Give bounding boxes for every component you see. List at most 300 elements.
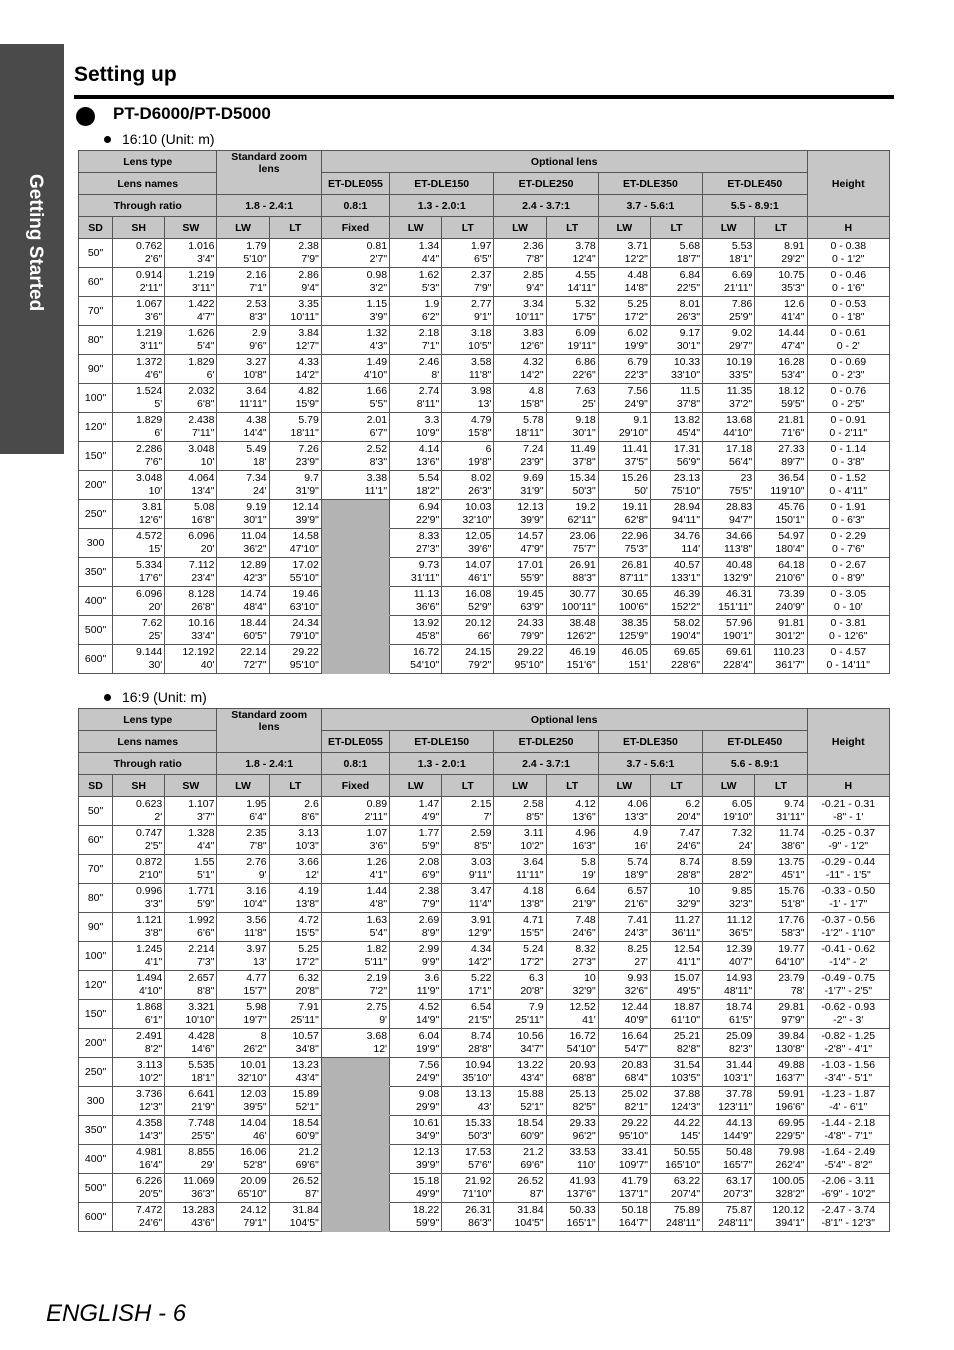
lens-name: ET-DLE055 bbox=[321, 731, 389, 753]
cell-value: 8 bbox=[260, 1030, 267, 1042]
table-cell bbox=[269, 971, 321, 1000]
table-cell bbox=[390, 355, 442, 384]
cell-value: 32'10" bbox=[462, 514, 492, 526]
header-optional-lens: Optional lens bbox=[321, 709, 807, 731]
cell-value: 100" bbox=[84, 949, 107, 962]
header-through-ratio: Through ratio bbox=[79, 753, 217, 775]
cell-value: 16.72 bbox=[569, 1030, 596, 1042]
table-cell bbox=[165, 268, 217, 297]
cell-value: 5.22 bbox=[470, 972, 492, 984]
cell-value: 10.57 bbox=[292, 1030, 319, 1042]
cell-value: 119'10" bbox=[770, 485, 805, 497]
cell-value: 1.524 bbox=[136, 385, 163, 397]
column-header: LT bbox=[442, 775, 494, 797]
table-cell bbox=[494, 971, 546, 1000]
table-cell bbox=[494, 913, 546, 942]
table-row bbox=[79, 1116, 890, 1145]
cell-value: 24'3" bbox=[624, 927, 648, 939]
cell-value: 11.27 bbox=[674, 914, 701, 926]
cell-value: 1.97 bbox=[470, 240, 492, 252]
column-header: LW bbox=[390, 775, 442, 797]
cell-value: 20.83 bbox=[621, 1059, 648, 1071]
cell-value: 31'11" bbox=[410, 572, 440, 584]
cell-value: 3.18 bbox=[470, 327, 492, 339]
cell-value: 0 - 1'2" bbox=[831, 253, 865, 265]
cell-value: 9.93 bbox=[627, 972, 648, 984]
cell-value: 3.321 bbox=[188, 1001, 215, 1013]
table-cell bbox=[494, 1203, 546, 1232]
cell-value: 24'6" bbox=[676, 840, 701, 852]
table-cell bbox=[598, 797, 650, 826]
cell-value: 0 - 4'11" bbox=[829, 485, 868, 497]
table-cell bbox=[494, 442, 546, 471]
cell-value: 8'11" bbox=[416, 398, 440, 410]
cell-value: 1.07 bbox=[366, 827, 388, 839]
cell-value: 24'6" bbox=[139, 1217, 163, 1229]
cell-value: 0 - 2' bbox=[836, 340, 860, 352]
cell-value: 1.95 bbox=[246, 798, 267, 810]
cell-value: 21'9" bbox=[572, 898, 596, 910]
table-row bbox=[79, 645, 890, 674]
cell-value: 1.79 bbox=[246, 240, 267, 252]
cell-value: 5.24 bbox=[523, 943, 544, 955]
cell-value: 1.494 bbox=[136, 972, 163, 984]
table-cell bbox=[165, 913, 217, 942]
table-cell bbox=[321, 587, 389, 616]
cell-value: 6.79 bbox=[627, 356, 648, 368]
table-cell bbox=[598, 855, 650, 884]
cell-value: 29'2" bbox=[781, 253, 805, 265]
cell-value: 90" bbox=[87, 362, 104, 375]
table-cell bbox=[390, 826, 442, 855]
cell-value: 5.334 bbox=[136, 559, 163, 571]
table-cell bbox=[390, 297, 442, 326]
cell-value: 7.26 bbox=[298, 443, 319, 455]
cell-value: 3.84 bbox=[298, 327, 319, 339]
table-cell bbox=[390, 1145, 442, 1174]
table-cell bbox=[113, 384, 165, 413]
cell-value: 13'4" bbox=[191, 485, 215, 497]
cell-value: 32'3" bbox=[729, 898, 753, 910]
cell-value: 0 - 3.81 bbox=[830, 617, 867, 629]
cell-value: 18'9" bbox=[624, 869, 648, 881]
table-cell bbox=[217, 1145, 269, 1174]
cell-value: 16.08 bbox=[465, 588, 492, 600]
cell-value: 0 - 0.53 bbox=[830, 298, 867, 310]
table-cell bbox=[79, 884, 113, 913]
cell-value: 41'1" bbox=[676, 956, 701, 968]
cell-value: 600" bbox=[84, 652, 107, 665]
table-cell bbox=[598, 587, 650, 616]
column-header: Fixed bbox=[321, 217, 389, 239]
table-cell bbox=[650, 942, 702, 971]
cell-value: 6'5" bbox=[473, 253, 492, 265]
cell-value: 7.48 bbox=[575, 914, 596, 926]
cell-value: 26'2" bbox=[243, 1043, 267, 1055]
cell-value: 15'5" bbox=[295, 927, 319, 939]
table-cell bbox=[807, 326, 889, 355]
table-cell bbox=[390, 913, 442, 942]
table-cell bbox=[650, 239, 702, 268]
table-cell bbox=[269, 1058, 321, 1087]
cell-value: -0.25 - 0.37 bbox=[821, 827, 876, 839]
cell-value: 7'11" bbox=[191, 427, 215, 439]
table-cell bbox=[755, 355, 807, 384]
table-cell bbox=[650, 297, 702, 326]
table-cell bbox=[598, 500, 650, 529]
table-cell bbox=[321, 942, 389, 971]
cell-value: 23'4" bbox=[191, 572, 215, 584]
cell-value: 124'3" bbox=[671, 1101, 701, 1113]
cell-value: 7.34 bbox=[246, 472, 267, 484]
cell-value: 40.57 bbox=[673, 559, 701, 571]
cell-value: 5.68 bbox=[679, 240, 701, 252]
cell-value: 18'2" bbox=[415, 485, 440, 497]
table-cell bbox=[79, 826, 113, 855]
cell-value: 9'6" bbox=[249, 340, 267, 352]
cell-value: -4' - 6'1" bbox=[829, 1101, 868, 1113]
cell-value: 3.38 bbox=[366, 472, 388, 484]
table-cell bbox=[650, 616, 702, 645]
cell-value: -0.41 - 0.62 bbox=[821, 943, 876, 955]
table-cell bbox=[598, 384, 650, 413]
table-cell bbox=[807, 558, 889, 587]
cell-value: 4.48 bbox=[627, 269, 648, 281]
cell-value: 24.33 bbox=[517, 617, 544, 629]
cell-value: -1.03 - 1.56 bbox=[821, 1059, 876, 1071]
cell-value: 1.121 bbox=[136, 914, 163, 926]
cell-value: 6.54 bbox=[470, 1001, 492, 1013]
cell-value: 34.66 bbox=[725, 530, 753, 542]
cell-value: 10'8" bbox=[243, 369, 267, 381]
cell-value: 31'9" bbox=[295, 485, 319, 497]
table-cell bbox=[442, 529, 494, 558]
cell-value: 57'6" bbox=[468, 1159, 492, 1171]
table-cell bbox=[807, 587, 889, 616]
cell-value: 3.97 bbox=[246, 943, 267, 955]
cell-value: 130'8" bbox=[775, 1043, 805, 1055]
cell-value: 16'3" bbox=[572, 840, 596, 852]
cell-value: 0.747 bbox=[136, 827, 163, 839]
table-cell bbox=[217, 326, 269, 355]
cell-value: 6.096 bbox=[188, 530, 215, 542]
cell-value: 62'11" bbox=[567, 514, 596, 526]
cell-value: -0.37 - 0.56 bbox=[821, 914, 876, 926]
table-cell bbox=[442, 884, 494, 913]
cell-value: 2.38 bbox=[298, 240, 319, 252]
table-cell bbox=[755, 1058, 807, 1087]
table-cell bbox=[546, 355, 598, 384]
cell-value: 26.31 bbox=[465, 1204, 492, 1216]
cell-value: -1'7" - 2'5" bbox=[824, 985, 873, 997]
table-cell bbox=[494, 855, 546, 884]
cell-value: 61'5" bbox=[729, 1014, 753, 1026]
cell-value: 87'11" bbox=[619, 572, 648, 584]
table-cell bbox=[703, 616, 755, 645]
cell-value: 63.22 bbox=[673, 1175, 701, 1187]
cell-value: 0 - 0.76 bbox=[830, 385, 867, 397]
cell-value: 20' bbox=[148, 601, 163, 613]
cell-value: 19' bbox=[582, 869, 596, 881]
cell-value: 25' bbox=[148, 630, 163, 642]
cell-value: 10.61 bbox=[412, 1117, 440, 1129]
cell-value: 22.14 bbox=[240, 646, 267, 658]
table-cell bbox=[703, 413, 755, 442]
cell-value: 15'9" bbox=[295, 398, 319, 410]
cell-value: 240'9" bbox=[775, 601, 805, 613]
cell-value: 3'2" bbox=[369, 282, 388, 294]
cell-value: 0.872 bbox=[136, 856, 163, 868]
cell-value: 248'11" bbox=[718, 1217, 753, 1229]
cell-value: 10'10" bbox=[185, 1014, 215, 1026]
column-header: LT bbox=[755, 217, 807, 239]
model-title: PT-D6000/PT-D5000 bbox=[113, 104, 271, 123]
cell-value: 17'6" bbox=[139, 572, 163, 584]
cell-value: 5.8 bbox=[581, 856, 596, 868]
cell-value: 6.096 bbox=[136, 588, 163, 600]
table-cell bbox=[217, 1087, 269, 1116]
cell-value: 63.17 bbox=[725, 1175, 753, 1187]
table-cell bbox=[79, 558, 113, 587]
table-cell bbox=[494, 1058, 546, 1087]
cell-value: 250" bbox=[84, 507, 107, 520]
cell-value: 3.66 bbox=[298, 856, 319, 868]
column-header: LT bbox=[269, 775, 321, 797]
cell-value: 300 bbox=[86, 1094, 105, 1107]
cell-value: 18'1" bbox=[729, 253, 753, 265]
table-cell bbox=[755, 587, 807, 616]
table-cell bbox=[755, 297, 807, 326]
column-header: LT bbox=[650, 775, 702, 797]
table-cell bbox=[546, 239, 598, 268]
cell-value: 60" bbox=[87, 275, 104, 288]
cell-value: 3.048 bbox=[136, 472, 163, 484]
cell-value: 29.81 bbox=[778, 1001, 805, 1013]
cell-value: 44'10" bbox=[723, 427, 753, 439]
table-cell bbox=[113, 442, 165, 471]
column-header: LT bbox=[755, 775, 807, 797]
cell-value: 165'10" bbox=[665, 1159, 701, 1171]
header-height: Height bbox=[807, 709, 889, 775]
table-cell bbox=[113, 1203, 165, 1232]
cell-value: 75'10" bbox=[671, 485, 701, 497]
cell-value: 24' bbox=[252, 485, 267, 497]
cell-value: 18.54 bbox=[292, 1117, 319, 1129]
column-header: LT bbox=[546, 775, 598, 797]
table-cell bbox=[79, 913, 113, 942]
cell-value: 11.069 bbox=[183, 1175, 215, 1187]
table-cell bbox=[442, 797, 494, 826]
cell-value: 11.13 bbox=[413, 588, 440, 600]
cell-value: -9" - 1'2" bbox=[828, 840, 869, 852]
cell-value: 20'5" bbox=[139, 1188, 163, 1200]
cell-value: 60'9" bbox=[520, 1130, 544, 1142]
table-cell bbox=[321, 855, 389, 884]
cell-value: 8'5" bbox=[473, 840, 492, 852]
column-header: LW bbox=[703, 217, 755, 239]
table-cell bbox=[755, 442, 807, 471]
cell-value: 5'4" bbox=[197, 340, 215, 352]
cell-value: 3.98 bbox=[470, 385, 492, 397]
table-cell bbox=[269, 471, 321, 500]
table-cell bbox=[703, 587, 755, 616]
cell-value: 23'9" bbox=[295, 456, 319, 468]
table-cell bbox=[807, 913, 889, 942]
table-cell bbox=[494, 1000, 546, 1029]
table-cell bbox=[113, 297, 165, 326]
cell-value: 3.35 bbox=[298, 298, 319, 310]
cell-value: 36'6" bbox=[415, 601, 440, 613]
table-cell bbox=[494, 500, 546, 529]
cell-value: 82'3" bbox=[729, 1043, 753, 1055]
cell-value: 394'1" bbox=[775, 1217, 805, 1229]
cell-value: 3.27 bbox=[246, 356, 267, 368]
cell-value: 40'9" bbox=[624, 1014, 648, 1026]
cell-value: 59'5" bbox=[781, 398, 805, 410]
table-cell bbox=[390, 1087, 442, 1116]
cell-value: 15'5" bbox=[520, 927, 544, 939]
cell-value: -1.44 - 2.18 bbox=[821, 1117, 876, 1129]
cell-value: 46.19 bbox=[569, 646, 596, 658]
table-cell bbox=[755, 413, 807, 442]
table-cell bbox=[113, 529, 165, 558]
cell-value: 1.245 bbox=[136, 943, 163, 955]
cell-value: 2.19 bbox=[366, 972, 388, 984]
cell-value: 151' bbox=[628, 659, 648, 671]
table-cell bbox=[217, 942, 269, 971]
cell-value: 18.12 bbox=[778, 385, 805, 397]
table-cell bbox=[113, 797, 165, 826]
cell-value: 11.04 bbox=[241, 530, 267, 542]
table-cell bbox=[165, 1087, 217, 1116]
cell-value: 6.226 bbox=[136, 1175, 163, 1187]
table-cell bbox=[390, 855, 442, 884]
cell-value: 3.64 bbox=[523, 856, 544, 868]
cell-value: 8'2" bbox=[144, 1043, 163, 1055]
cell-value: 5.74 bbox=[627, 856, 648, 868]
cell-value: 2.438 bbox=[188, 414, 215, 426]
column-header: LW bbox=[598, 775, 650, 797]
cell-value: 20'4" bbox=[676, 811, 701, 823]
cell-value: 10' bbox=[200, 456, 215, 468]
cell-value: 1.219 bbox=[188, 269, 215, 281]
cell-value: 144'9" bbox=[723, 1130, 753, 1142]
table-cell bbox=[321, 971, 389, 1000]
cell-value: 11.35 bbox=[726, 385, 753, 397]
cell-value: 21.81 bbox=[778, 414, 805, 426]
cell-value: 1.771 bbox=[188, 885, 215, 897]
table-cell bbox=[442, 355, 494, 384]
table-cell bbox=[165, 355, 217, 384]
cell-value: 17'2" bbox=[520, 956, 544, 968]
table-cell bbox=[598, 1116, 650, 1145]
table-cell bbox=[113, 1058, 165, 1087]
cell-value: 15.34 bbox=[569, 472, 596, 484]
table-cell bbox=[650, 1000, 702, 1029]
cell-value: 47'9" bbox=[520, 543, 544, 555]
cell-value: -1.64 - 2.49 bbox=[821, 1146, 876, 1158]
cell-value: 80" bbox=[87, 333, 104, 346]
table-cell bbox=[494, 884, 546, 913]
cell-value: 17.31 bbox=[673, 443, 701, 455]
cell-value: 8'5" bbox=[526, 811, 544, 823]
table-cell bbox=[113, 355, 165, 384]
column-header: LT bbox=[650, 217, 702, 239]
cell-value: 4.82 bbox=[298, 385, 319, 397]
table-cell bbox=[390, 384, 442, 413]
cell-value: 114' bbox=[681, 543, 701, 555]
table-cell bbox=[442, 587, 494, 616]
cell-value: 59.91 bbox=[778, 1088, 805, 1100]
cell-value: 46.05 bbox=[621, 646, 648, 658]
cell-value: 26.91 bbox=[569, 559, 596, 571]
cell-value: 23'9" bbox=[520, 456, 544, 468]
cell-value: 60" bbox=[87, 833, 104, 846]
table-cell bbox=[807, 413, 889, 442]
cell-value: 6.84 bbox=[679, 269, 701, 281]
cell-value: 0 - 4.57 bbox=[830, 646, 867, 658]
table-cell bbox=[807, 855, 889, 884]
table-cell bbox=[650, 913, 702, 942]
table-cell bbox=[598, 971, 650, 1000]
table-cell bbox=[321, 826, 389, 855]
table-cell bbox=[807, 355, 889, 384]
cell-value: 8.74 bbox=[679, 856, 701, 868]
cell-value: 25.02 bbox=[621, 1088, 648, 1100]
cell-value: 3'6" bbox=[144, 311, 163, 323]
cell-value: 113'8" bbox=[723, 543, 753, 555]
cell-value: 71'10" bbox=[462, 1188, 492, 1200]
table-cell bbox=[217, 558, 269, 587]
cell-value: 0 - 2.67 bbox=[830, 559, 867, 571]
table-cell bbox=[807, 1174, 889, 1203]
lens-name: ET-DLE250 bbox=[494, 173, 598, 195]
cell-value: 25.13 bbox=[569, 1088, 596, 1100]
cell-value: 15'7" bbox=[243, 985, 267, 997]
cell-value: 19'9" bbox=[624, 340, 648, 352]
cell-value: 56'4" bbox=[729, 456, 753, 468]
table-cell bbox=[807, 826, 889, 855]
cell-value: 9' bbox=[258, 869, 267, 881]
cell-value: 8'3" bbox=[369, 456, 388, 468]
header-standard-zoom-lens: Standard zoom lens bbox=[217, 151, 321, 195]
cell-value: 34'9" bbox=[415, 1130, 440, 1142]
cell-value: 3.78 bbox=[575, 240, 596, 252]
table-cell bbox=[390, 645, 442, 674]
cell-value: 90" bbox=[87, 920, 104, 933]
cell-value: 87' bbox=[529, 1188, 544, 1200]
header-lens-names: Lens names bbox=[79, 173, 217, 195]
cell-value: 82'1" bbox=[624, 1101, 648, 1113]
cell-value: 20.93 bbox=[569, 1059, 596, 1071]
table-cell bbox=[807, 239, 889, 268]
cell-value: 100'6" bbox=[618, 601, 648, 613]
cell-value: 14'2" bbox=[468, 956, 492, 968]
cell-value: 43'4" bbox=[520, 1072, 544, 1084]
cell-value: 51'8" bbox=[781, 898, 805, 910]
cell-value: 52'9" bbox=[468, 601, 492, 613]
cell-value: 7.56 bbox=[418, 1059, 440, 1071]
table-cell bbox=[113, 500, 165, 529]
cell-value: 2.74 bbox=[418, 385, 440, 397]
column-header: SD bbox=[79, 775, 113, 797]
cell-value: 9'4" bbox=[526, 282, 544, 294]
table-cell bbox=[494, 616, 546, 645]
table-cell bbox=[755, 1087, 807, 1116]
table-cell bbox=[807, 297, 889, 326]
table-cell bbox=[494, 471, 546, 500]
table-cell bbox=[165, 413, 217, 442]
